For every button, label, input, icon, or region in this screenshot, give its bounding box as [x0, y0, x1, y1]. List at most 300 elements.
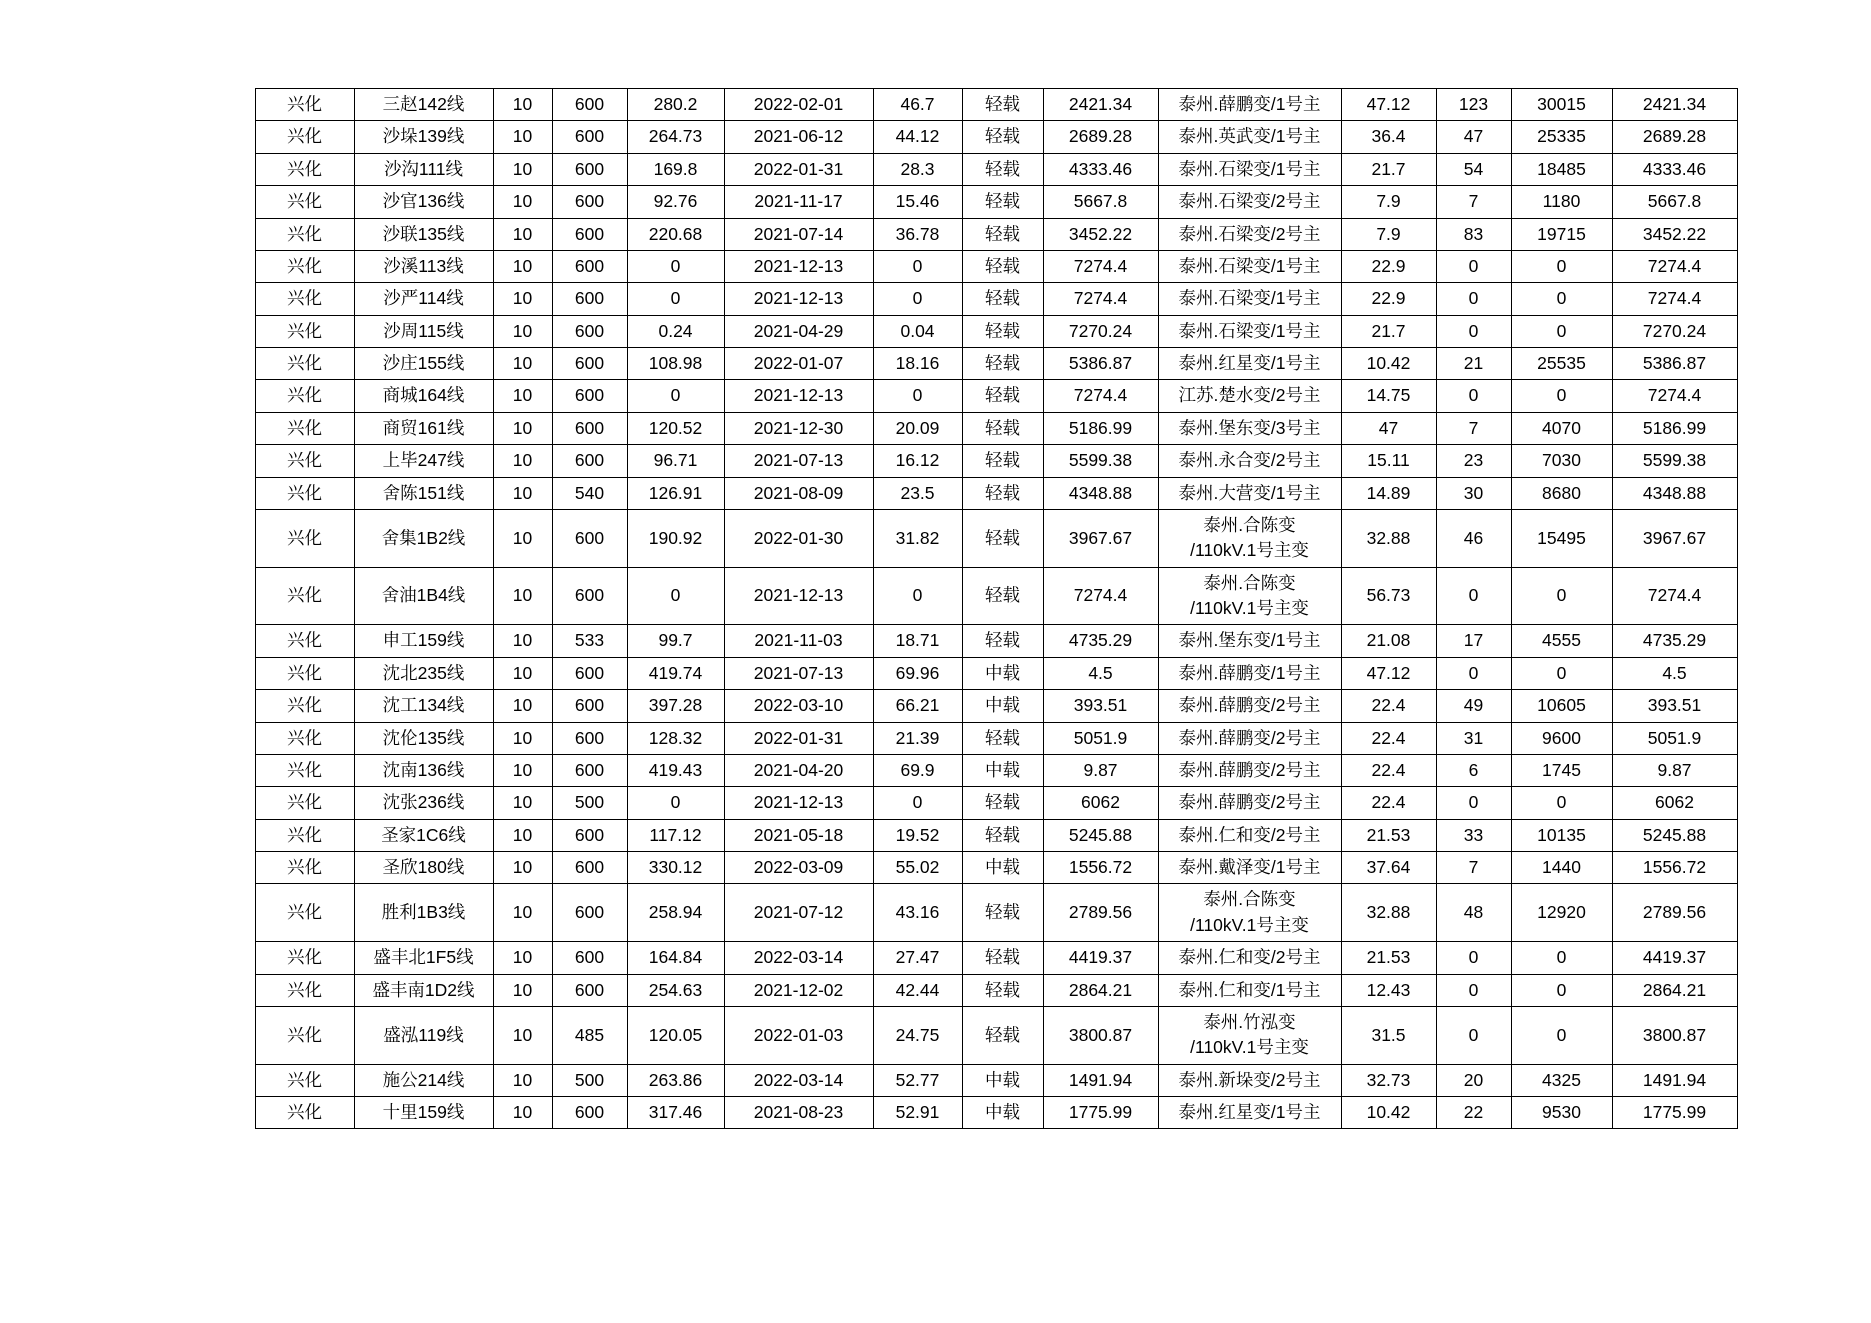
table-cell: 泰州.仁和变/2号主: [1158, 819, 1341, 851]
table-cell: 轻载: [962, 819, 1043, 851]
table-cell: 24.75: [873, 1006, 962, 1064]
table-cell: 17: [1436, 625, 1511, 657]
table-cell: 0: [1436, 567, 1511, 625]
table-cell: 21.39: [873, 722, 962, 754]
table-cell: 轻载: [962, 218, 1043, 250]
table-cell: 220.68: [627, 218, 724, 250]
table-cell: 2021-11-17: [724, 186, 873, 218]
table-cell: 28.3: [873, 153, 962, 185]
table-cell: 0: [1511, 315, 1612, 347]
table-cell: 15.11: [1341, 445, 1436, 477]
table-cell: 0: [1511, 942, 1612, 974]
table-cell: 317.46: [627, 1097, 724, 1129]
table-cell: 沙联135线: [354, 218, 493, 250]
table-cell: 10: [493, 153, 552, 185]
table-cell: 5386.87: [1043, 348, 1158, 380]
table-cell: 32.88: [1341, 884, 1436, 942]
table-cell: 1745: [1511, 754, 1612, 786]
table-cell: 泰州.新垛变/2号主: [1158, 1064, 1341, 1096]
table-cell: 盛丰南1D2线: [354, 974, 493, 1006]
table-cell: 1491.94: [1043, 1064, 1158, 1096]
table-cell: 2789.56: [1612, 884, 1737, 942]
table-cell: 10: [493, 380, 552, 412]
table-cell: 十里159线: [354, 1097, 493, 1129]
table-cell: 254.63: [627, 974, 724, 1006]
table-cell: 0: [627, 250, 724, 282]
table-cell: 23: [1436, 445, 1511, 477]
table-cell: 600: [552, 509, 627, 567]
table-cell: 2021-07-13: [724, 445, 873, 477]
table-cell: 600: [552, 445, 627, 477]
table-cell: 兴化: [255, 509, 354, 567]
table-cell: 126.91: [627, 477, 724, 509]
table-cell: 2421.34: [1043, 89, 1158, 121]
table-cell: 7274.4: [1612, 380, 1737, 412]
table-cell: 21.53: [1341, 942, 1436, 974]
table-cell: 2021-06-12: [724, 121, 873, 153]
table-cell: 32.73: [1341, 1064, 1436, 1096]
table-cell: 54: [1436, 153, 1511, 185]
table-cell: 12.43: [1341, 974, 1436, 1006]
table-cell: 190.92: [627, 509, 724, 567]
table-cell: 36.78: [873, 218, 962, 250]
table-cell: 舍油1B4线: [354, 567, 493, 625]
table-cell: 0.04: [873, 315, 962, 347]
table-cell: 600: [552, 657, 627, 689]
table-cell: 0: [1436, 380, 1511, 412]
table-cell: 兴化: [255, 445, 354, 477]
table-cell: 兴化: [255, 153, 354, 185]
table-cell: 2021-04-29: [724, 315, 873, 347]
table-cell: 2021-12-13: [724, 787, 873, 819]
table-cell: 0: [1436, 657, 1511, 689]
table-cell: 0: [627, 567, 724, 625]
table-cell: 22: [1436, 1097, 1511, 1129]
table-cell: 泰州.石梁变/2号主: [1158, 186, 1341, 218]
table-cell: 31: [1436, 722, 1511, 754]
table-cell: 泰州.永合变/2号主: [1158, 445, 1341, 477]
table-cell: 18485: [1511, 153, 1612, 185]
table-cell: 2021-12-30: [724, 412, 873, 444]
table-cell: 500: [552, 787, 627, 819]
table-cell: 2689.28: [1612, 121, 1737, 153]
table-cell: 600: [552, 722, 627, 754]
table-cell: 10: [493, 787, 552, 819]
table-cell: 兴化: [255, 250, 354, 282]
table-cell: 2021-12-02: [724, 974, 873, 1006]
table-cell: 600: [552, 121, 627, 153]
table-cell: 14.89: [1341, 477, 1436, 509]
table-cell: 2022-03-14: [724, 1064, 873, 1096]
table-cell: 128.32: [627, 722, 724, 754]
table-cell: 83: [1436, 218, 1511, 250]
table-cell: 2022-03-10: [724, 690, 873, 722]
table-cell: 14.75: [1341, 380, 1436, 412]
table-cell: 4.5: [1043, 657, 1158, 689]
table-cell: [1158, 509, 1341, 567]
table-cell: 10: [493, 852, 552, 884]
table-cell: 22.9: [1341, 250, 1436, 282]
table-cell: 600: [552, 283, 627, 315]
table-cell: 0: [1436, 942, 1511, 974]
table-row: [255, 1006, 1737, 1064]
table-cell: 600: [552, 348, 627, 380]
table-cell: 泰州.石梁变/1号主: [1158, 283, 1341, 315]
table-cell: 22.4: [1341, 754, 1436, 786]
table-row: [255, 884, 1737, 942]
table-cell: 600: [552, 819, 627, 851]
table-cell: 0: [873, 250, 962, 282]
table-cell: 69.9: [873, 754, 962, 786]
table-cell: 4333.46: [1043, 153, 1158, 185]
cell-line: 泰州.合陈变: [1203, 514, 1296, 535]
table-cell: 4735.29: [1043, 625, 1158, 657]
table-cell: 轻载: [962, 787, 1043, 819]
table-cell: 3452.22: [1612, 218, 1737, 250]
table-cell: 0: [627, 283, 724, 315]
table-cell: 泰州.戴泽变/1号主: [1158, 852, 1341, 884]
table-cell: 沈张236线: [354, 787, 493, 819]
table-cell: 泰州.红星变/1号主: [1158, 348, 1341, 380]
cell-line: /110kV.1号主变: [1190, 540, 1309, 561]
table-row: [255, 1097, 1737, 1129]
table-cell: 600: [552, 754, 627, 786]
table-cell: 申工159线: [354, 625, 493, 657]
table-cell: 52.77: [873, 1064, 962, 1096]
table-cell: 4419.37: [1043, 942, 1158, 974]
table-cell: 轻载: [962, 625, 1043, 657]
table-cell: 44.12: [873, 121, 962, 153]
table-cell: 10: [493, 819, 552, 851]
table-row: [255, 315, 1737, 347]
table-cell: 沙溪113线: [354, 250, 493, 282]
table-cell: 舍集1B2线: [354, 509, 493, 567]
table-cell: 兴化: [255, 852, 354, 884]
table-cell: 兴化: [255, 567, 354, 625]
table-cell: 21.53: [1341, 819, 1436, 851]
table-row: [255, 380, 1737, 412]
table-cell: 47: [1341, 412, 1436, 444]
table-cell: 10: [493, 625, 552, 657]
table-cell: 泰州.薛鹏变/2号主: [1158, 722, 1341, 754]
table-cell: [1158, 1006, 1341, 1064]
table-cell: 600: [552, 153, 627, 185]
table-cell: 轻载: [962, 884, 1043, 942]
table-cell: 0: [627, 380, 724, 412]
table-row: [255, 509, 1737, 567]
table-row: [255, 567, 1737, 625]
table-row: [255, 89, 1737, 121]
table-cell: 419.43: [627, 754, 724, 786]
table-cell: 600: [552, 942, 627, 974]
table-cell: 600: [552, 1097, 627, 1129]
table-cell: 0: [1436, 250, 1511, 282]
table-cell: 三赵142线: [354, 89, 493, 121]
table-cell: 0: [1511, 283, 1612, 315]
table-cell: 10: [493, 942, 552, 974]
table-cell: 32.88: [1341, 509, 1436, 567]
table-cell: 7274.4: [1612, 283, 1737, 315]
table-cell: 123: [1436, 89, 1511, 121]
table-row: [255, 852, 1737, 884]
table-cell: 169.8: [627, 153, 724, 185]
table-cell: 10: [493, 186, 552, 218]
table-cell: 10605: [1511, 690, 1612, 722]
table-cell: 120.05: [627, 1006, 724, 1064]
table-cell: 18.71: [873, 625, 962, 657]
table-cell: 21.7: [1341, 315, 1436, 347]
table-cell: 43.16: [873, 884, 962, 942]
table-cell: 3800.87: [1043, 1006, 1158, 1064]
table-cell: 泰州.石梁变/1号主: [1158, 250, 1341, 282]
table-cell: 2022-01-07: [724, 348, 873, 380]
table-cell: 10: [493, 1006, 552, 1064]
table-cell: 泰州.石梁变/2号主: [1158, 218, 1341, 250]
table-cell: 沈北235线: [354, 657, 493, 689]
table-cell: 10: [493, 567, 552, 625]
table-cell: 轻载: [962, 153, 1043, 185]
table-cell: 兴化: [255, 477, 354, 509]
table-cell: 21.7: [1341, 153, 1436, 185]
table-cell: 商贸161线: [354, 412, 493, 444]
table-cell: 22.4: [1341, 722, 1436, 754]
table-cell: 52.91: [873, 1097, 962, 1129]
table-cell: 4419.37: [1612, 942, 1737, 974]
table-cell: 4348.88: [1612, 477, 1737, 509]
table-cell: 0: [873, 380, 962, 412]
table-row: [255, 819, 1737, 851]
table-cell: 10: [493, 250, 552, 282]
table-row: [255, 412, 1737, 444]
table-cell: [1158, 567, 1341, 625]
table-cell: 2864.21: [1612, 974, 1737, 1006]
table-cell: 中载: [962, 1064, 1043, 1096]
table-cell: 7: [1436, 186, 1511, 218]
table-cell: 20: [1436, 1064, 1511, 1096]
table-cell: 16.12: [873, 445, 962, 477]
table-cell: 0: [1511, 567, 1612, 625]
table-cell: 7270.24: [1043, 315, 1158, 347]
table-cell: 沈伦135线: [354, 722, 493, 754]
table-cell: 4325: [1511, 1064, 1612, 1096]
table-cell: 0: [1511, 380, 1612, 412]
table-cell: 56.73: [1341, 567, 1436, 625]
table-cell: 10: [493, 974, 552, 1006]
table-cell: 10.42: [1341, 1097, 1436, 1129]
table-cell: 10: [493, 477, 552, 509]
table-cell: 6: [1436, 754, 1511, 786]
table-cell: 10: [493, 690, 552, 722]
table-cell: 兴化: [255, 754, 354, 786]
table-cell: 0.24: [627, 315, 724, 347]
table-cell: 兴化: [255, 315, 354, 347]
table-row: [255, 348, 1737, 380]
table-cell: 4348.88: [1043, 477, 1158, 509]
table-cell: 33: [1436, 819, 1511, 851]
table-cell: 19.52: [873, 819, 962, 851]
table-cell: 轻载: [962, 722, 1043, 754]
table-cell: 1491.94: [1612, 1064, 1737, 1096]
cell-line: 泰州.合陈变: [1203, 572, 1296, 593]
table-cell: 2021-08-23: [724, 1097, 873, 1129]
table-cell: 2021-12-13: [724, 380, 873, 412]
table-cell: 2022-01-30: [724, 509, 873, 567]
table-cell: 1775.99: [1043, 1097, 1158, 1129]
table-cell: 5599.38: [1612, 445, 1737, 477]
table-cell: 轻载: [962, 250, 1043, 282]
table-cell: 2021-04-20: [724, 754, 873, 786]
table-cell: 485: [552, 1006, 627, 1064]
table-cell: 0: [1436, 974, 1511, 1006]
table-cell: 2021-12-13: [724, 283, 873, 315]
cell-line: /110kV.1号主变: [1190, 914, 1309, 935]
table-cell: 0: [1511, 787, 1612, 819]
table-cell: 31.82: [873, 509, 962, 567]
table-cell: 10: [493, 509, 552, 567]
table-cell: 沙沟111线: [354, 153, 493, 185]
table-cell: 47: [1436, 121, 1511, 153]
table-cell: 2021-07-13: [724, 657, 873, 689]
table-row: [255, 754, 1737, 786]
table-cell: 3800.87: [1612, 1006, 1737, 1064]
table-cell: 兴化: [255, 412, 354, 444]
table-cell: 兴化: [255, 625, 354, 657]
table-cell: 19715: [1511, 218, 1612, 250]
table-cell: 21.08: [1341, 625, 1436, 657]
table-row: [255, 787, 1737, 819]
table-cell: 164.84: [627, 942, 724, 974]
table-cell: 600: [552, 690, 627, 722]
cell-line: 泰州.竹泓变: [1203, 1011, 1296, 1032]
table-cell: 7274.4: [1043, 250, 1158, 282]
table-row: [255, 283, 1737, 315]
table-cell: 7030: [1511, 445, 1612, 477]
table-row: [255, 942, 1737, 974]
table-cell: 7274.4: [1612, 567, 1737, 625]
table-cell: 419.74: [627, 657, 724, 689]
table-cell: 500: [552, 1064, 627, 1096]
table-cell: 540: [552, 477, 627, 509]
table-cell: 0: [1436, 283, 1511, 315]
table-cell: 圣欣180线: [354, 852, 493, 884]
table-cell: 兴化: [255, 121, 354, 153]
table-cell: 47.12: [1341, 89, 1436, 121]
table-cell: 兴化: [255, 380, 354, 412]
table-cell: 沈工134线: [354, 690, 493, 722]
table-row: [255, 690, 1737, 722]
table-cell: 48: [1436, 884, 1511, 942]
table-cell: 兴化: [255, 884, 354, 942]
table-cell: 23.5: [873, 477, 962, 509]
table-cell: 25535: [1511, 348, 1612, 380]
table-cell: 轻载: [962, 477, 1043, 509]
table-cell: 1440: [1511, 852, 1612, 884]
table-cell: 600: [552, 186, 627, 218]
table-cell: 0: [873, 787, 962, 819]
table-cell: 5186.99: [1043, 412, 1158, 444]
table-row: [255, 186, 1737, 218]
table-cell: 沙官136线: [354, 186, 493, 218]
table-cell: 胜利1B3线: [354, 884, 493, 942]
table-cell: 25335: [1511, 121, 1612, 153]
table-cell: 舍陈151线: [354, 477, 493, 509]
table-cell: 泰州.薛鹏变/2号主: [1158, 690, 1341, 722]
table-cell: 7274.4: [1043, 380, 1158, 412]
table-cell: 中载: [962, 690, 1043, 722]
table-cell: 31.5: [1341, 1006, 1436, 1064]
table-cell: 10: [493, 348, 552, 380]
table-row: [255, 974, 1737, 1006]
table-cell: 中载: [962, 657, 1043, 689]
table-cell: 轻载: [962, 942, 1043, 974]
table-cell: 沙垛139线: [354, 121, 493, 153]
table-cell: 10: [493, 412, 552, 444]
table-cell: 轻载: [962, 380, 1043, 412]
table-cell: 27.47: [873, 942, 962, 974]
table-cell: 轻载: [962, 283, 1043, 315]
table-cell: 2021-12-13: [724, 567, 873, 625]
table-cell: 30015: [1511, 89, 1612, 121]
table-cell: 10: [493, 1097, 552, 1129]
table-cell: 21: [1436, 348, 1511, 380]
table-cell: 36.4: [1341, 121, 1436, 153]
table-cell: 2021-05-18: [724, 819, 873, 851]
table-cell: 2021-08-09: [724, 477, 873, 509]
table-cell: 6062: [1612, 787, 1737, 819]
table-cell: 沙周115线: [354, 315, 493, 347]
table-cell: 兴化: [255, 690, 354, 722]
table-cell: 96.71: [627, 445, 724, 477]
table-cell: 10: [493, 722, 552, 754]
table-cell: 10: [493, 884, 552, 942]
table-cell: 600: [552, 315, 627, 347]
table-cell: 兴化: [255, 942, 354, 974]
table-cell: 4070: [1511, 412, 1612, 444]
table-cell: 轻载: [962, 315, 1043, 347]
table-cell: 4333.46: [1612, 153, 1737, 185]
table-row: [255, 121, 1737, 153]
table-cell: 2022-02-01: [724, 89, 873, 121]
table-cell: 中载: [962, 852, 1043, 884]
table-cell: 7274.4: [1612, 250, 1737, 282]
table-cell: 10135: [1511, 819, 1612, 851]
table-cell: 600: [552, 412, 627, 444]
table-cell: 5051.9: [1612, 722, 1737, 754]
table-cell: 泰州.薛鹏变/2号主: [1158, 754, 1341, 786]
table-cell: 37.64: [1341, 852, 1436, 884]
table-cell: 兴化: [255, 657, 354, 689]
table-container: [255, 88, 1707, 1129]
table-cell: 泰州.英武变/1号主: [1158, 121, 1341, 153]
table-cell: 280.2: [627, 89, 724, 121]
table-cell: 江苏.楚水变/2号主: [1158, 380, 1341, 412]
table-cell: [1158, 884, 1341, 942]
table-cell: 10: [493, 283, 552, 315]
table-cell: 轻载: [962, 121, 1043, 153]
table-cell: 1775.99: [1612, 1097, 1737, 1129]
table-cell: 5245.88: [1043, 819, 1158, 851]
table-cell: 轻载: [962, 974, 1043, 1006]
table-cell: 55.02: [873, 852, 962, 884]
table-row: [255, 445, 1737, 477]
table-cell: 0: [1436, 315, 1511, 347]
table-cell: 2022-01-31: [724, 722, 873, 754]
table-cell: 30: [1436, 477, 1511, 509]
table-cell: 10: [493, 754, 552, 786]
table-cell: 120.52: [627, 412, 724, 444]
table-cell: 轻载: [962, 1006, 1043, 1064]
table-cell: 1180: [1511, 186, 1612, 218]
